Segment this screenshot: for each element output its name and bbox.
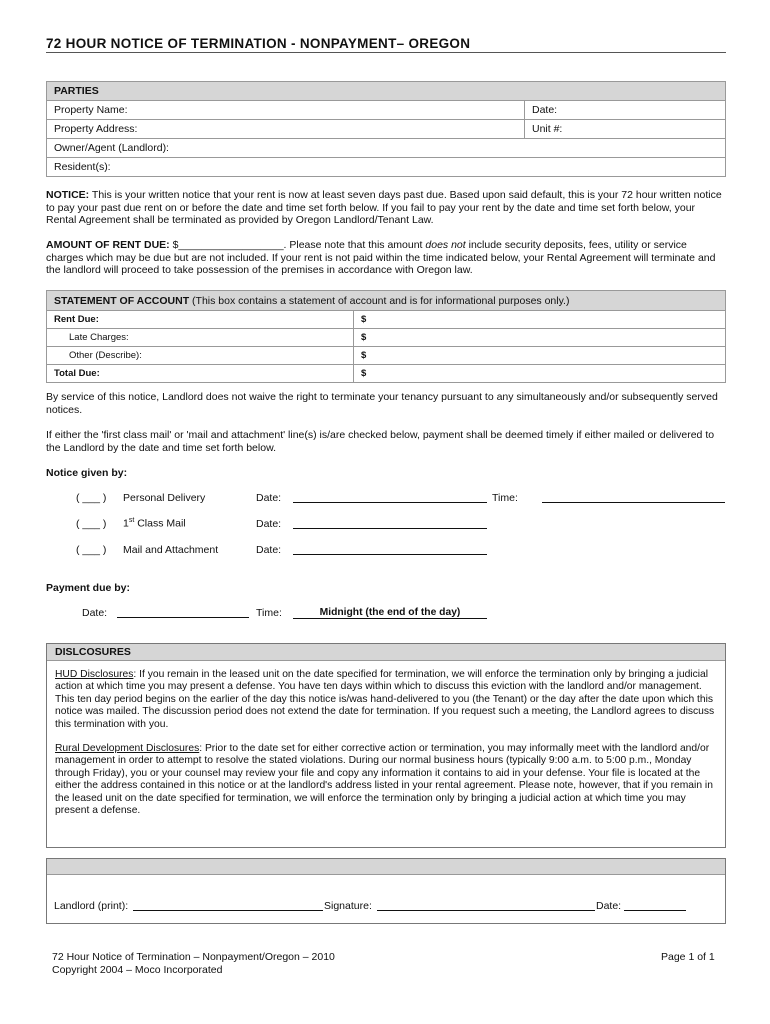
total-due-label: Total Due: — [47, 365, 354, 383]
personal-delivery-date-line[interactable] — [293, 492, 487, 503]
footer-title: 72 Hour Notice of Termination – Nonpayment/Oregon – 2010 — [52, 951, 335, 963]
amount-does-not: does not — [425, 239, 466, 251]
rd-disclosure — [55, 743, 717, 817]
statement-table — [46, 290, 726, 383]
amount-paragraph — [46, 239, 726, 277]
service-paragraph: By service of this notice, Landlord does not waive the right to terminate your tenancy pursuant to any simultaneously and/or subsequently served notices. — [46, 391, 718, 416]
personal-delivery-check[interactable]: ( ___ ) — [76, 492, 107, 504]
residents-field[interactable]: Resident(s): — [47, 158, 726, 177]
payment-due-label: Payment due by: — [46, 582, 131, 594]
hud-disclosure — [55, 669, 717, 731]
disclosures-box — [46, 643, 726, 848]
signature-header-bar — [47, 859, 725, 875]
mail-attachment-date-line[interactable] — [293, 544, 487, 555]
first-class-suffix: Class Mail — [134, 517, 186, 530]
rent-due-value[interactable]: $ — [354, 311, 726, 329]
total-due-value[interactable]: $ — [354, 365, 726, 383]
signature-date-line[interactable] — [624, 900, 686, 911]
amount-text-a: Please note that this amount — [286, 239, 426, 251]
late-charges-label: Late Charges: — [47, 329, 354, 347]
first-class-date-line[interactable] — [293, 518, 487, 529]
landlord-print-line[interactable] — [133, 900, 323, 911]
amount-blank[interactable]: $__________________. — [169, 239, 287, 251]
notice-given-label: Notice given by: — [46, 467, 128, 479]
other-label: Other (Describe): — [47, 347, 354, 365]
statement-header — [47, 291, 726, 311]
notice-text: This is your written notice that your rent is now at least seven days past due. Based upon said default, this is your 72 hour written notice to pay your past due rent on or before the date and time set forth below. If you fail to pay your rent by the date and time set forth below, your Rental Agreement shall be terminated as provided by Oregon Landlord/Tenant Law. — [46, 189, 722, 227]
signature-label: Signature: — [324, 900, 372, 912]
late-charges-value[interactable]: $ — [354, 329, 726, 347]
statement-header-title: STATEMENT OF ACCOUNT — [54, 294, 190, 307]
payment-time-label: Time: — [256, 607, 282, 619]
personal-delivery-time-label: Time: — [492, 492, 518, 504]
other-value[interactable]: $ — [354, 347, 726, 365]
footer-copyright: Copyright 2004 – Moco Incorporated — [52, 964, 223, 976]
rent-due-label: Rent Due: — [47, 311, 354, 329]
property-name-field[interactable]: Property Name: — [47, 101, 525, 120]
page-number: Page 1 of 1 — [661, 951, 715, 963]
disclosures-header: DISLCOSURES — [47, 644, 725, 661]
unit-field[interactable]: Unit #: — [525, 120, 726, 139]
hud-disclosure-title: HUD Disclosures — [55, 669, 134, 680]
property-address-field[interactable]: Property Address: — [47, 120, 525, 139]
signature-box — [46, 858, 726, 924]
signature-line[interactable] — [377, 900, 595, 911]
personal-delivery-time-line[interactable] — [542, 492, 725, 503]
notice-label: NOTICE: — [46, 189, 90, 201]
signature-date-label: Date: — [596, 900, 622, 912]
parties-header: PARTIES — [47, 82, 726, 101]
first-class-date-label: Date: — [256, 518, 282, 530]
personal-delivery-label: Personal Delivery — [123, 492, 206, 504]
landlord-print-label: Landlord (print): — [54, 900, 129, 912]
date-field[interactable]: Date: — [525, 101, 726, 120]
mail-attachment-check[interactable]: ( ___ ) — [76, 544, 107, 556]
rd-disclosure-text: : Prior to the date set for either corrective action or termination, you may informally meet with the landlord and/or management in order to attempt to resolve the stated violations. During our normal business hours (typically 9:00 a.m. to 5:00 p.m., Monday through Friday), you or your counsel may review your file and copy any information it contains to aid in your defense. Your file is located at the either the address contained in this notice or at the landlord's address listed in your rental agreement. Please note, however, that if you remain in the leased unit on the date specified for termination, we will enforce the termination only by bringing a judicial action at which time you may present a defense. — [55, 743, 713, 817]
first-class-sup: st — [128, 517, 135, 524]
parties-table — [46, 81, 726, 177]
mail-paragraph: If either the 'first class mail' or 'mail and attachment' line(s) is/are checked below, payment shall be deemed timely if either mailed or delivered to the Landlord by the date and time set forth below. — [46, 429, 715, 454]
personal-delivery-date-label: Date: — [256, 492, 282, 504]
rd-disclosure-title: Rural Development Disclosures — [55, 743, 200, 755]
hud-disclosure-text: : If you remain in the leased unit on the date specified for termination, we will enforce the termination only by bringing a judicial action at which time you may present a defense. You have ten days within which to discuss this eviction with the landlord and/or management. This ten day period begins on the earlier of the day this notice is/was hand-delivered to you (the Tenant) or the day after the date upon which this notice was mailed. The discussion period does not extend the date for termination. If you request such a meeting, the Landlord agrees to discuss this termination with you. — [55, 669, 715, 730]
title-divider — [46, 52, 726, 53]
first-class-check[interactable]: ( ___ ) — [76, 518, 107, 530]
payment-date-label: Date: — [82, 607, 108, 619]
page-title: 72 HOUR NOTICE OF TERMINATION - NONPAYMENT– OREGON — [46, 36, 471, 51]
notice-paragraph — [46, 189, 726, 227]
payment-time-value: Midnight (the end of the day) — [293, 607, 487, 619]
mail-attachment-label: Mail and Attachment — [123, 544, 219, 556]
amount-label: AMOUNT OF RENT DUE: — [46, 239, 170, 251]
first-class-prefix: 1 — [123, 517, 129, 530]
statement-header-note: (This box contains a statement of account and is for informational purposes only.) — [189, 294, 570, 307]
first-class-label — [123, 517, 186, 530]
amount-text-b: include security deposits, fees, utility or service charges which may be due but are not included. If your rent is not paid within the time indicated below, your Rental Agreement will terminate and the landlord will proceed to take possession of the premises in accordance with Oregon law. — [46, 239, 716, 277]
owner-agent-field[interactable]: Owner/Agent (Landlord): — [47, 139, 726, 158]
payment-date-line[interactable] — [117, 607, 249, 618]
mail-attachment-date-label: Date: — [256, 544, 282, 556]
